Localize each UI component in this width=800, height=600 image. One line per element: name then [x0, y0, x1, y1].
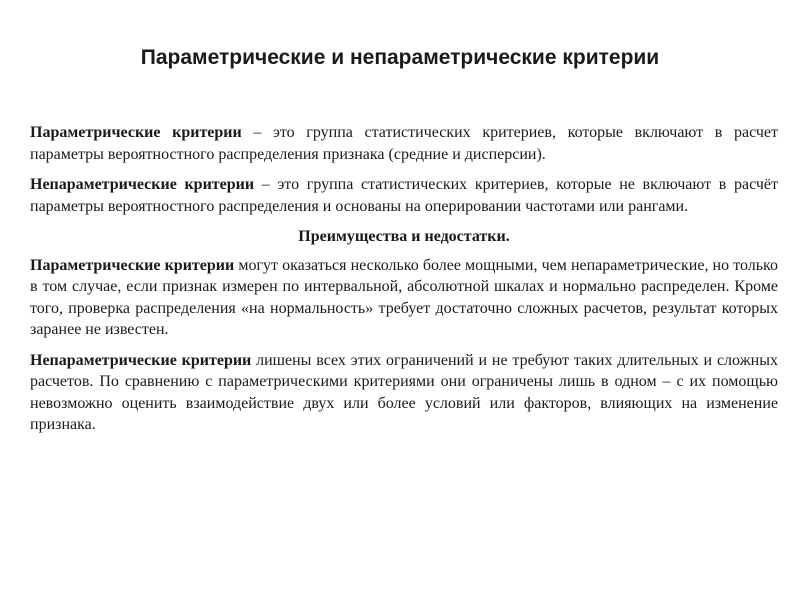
- paragraph-parametric-definition: [30, 122, 778, 165]
- paragraph-nonparametric-definition: [30, 174, 778, 217]
- paragraph-nonparametric-pros-cons: [30, 350, 778, 436]
- slide-content: [30, 122, 778, 445]
- body-text: лишены всех этих ограничений и не требуют таких длительных и сложных расчетов. По сравнению с параметрическими критериями они ограничены лишь в одном – с их помощью невозможно оценить взаимодействие двух или более условий или факторов, влияющих на изменение признака.: [30, 351, 778, 433]
- term-parametric: Параметрические критерии: [30, 256, 235, 274]
- term-nonparametric: Непараметрические критерии: [30, 351, 252, 369]
- definition-text: – это группа статистических критериев, которые включают в расчет параметры вероятностного распределения признака (средние и дисперсии).: [30, 124, 779, 163]
- slide-title: Параметрические и непараметрические критерии: [140, 46, 660, 69]
- term-nonparametric: Непараметрические критерии: [30, 176, 255, 193]
- paragraph-parametric-pros-cons: [30, 255, 778, 341]
- definition-text: – это группа статистических критериев, которые не включают в расчёт параметры вероятностного распределения и основаны на оперировании частотами или рангами.: [30, 176, 778, 215]
- body-text: могут оказаться несколько более мощными, чем непараметрические, но только в том случае, если признак измерен по интервальной, абсолютной шкалах и нормально распределен. Кроме того, проверка распределения «на нормальность» требует достаточно сложных расчетов, результат которых заранее не известен.: [30, 256, 779, 338]
- term-parametric: Параметрические критерии: [30, 124, 242, 141]
- section-subheading: Преимущества и недостатки.: [298, 228, 510, 245]
